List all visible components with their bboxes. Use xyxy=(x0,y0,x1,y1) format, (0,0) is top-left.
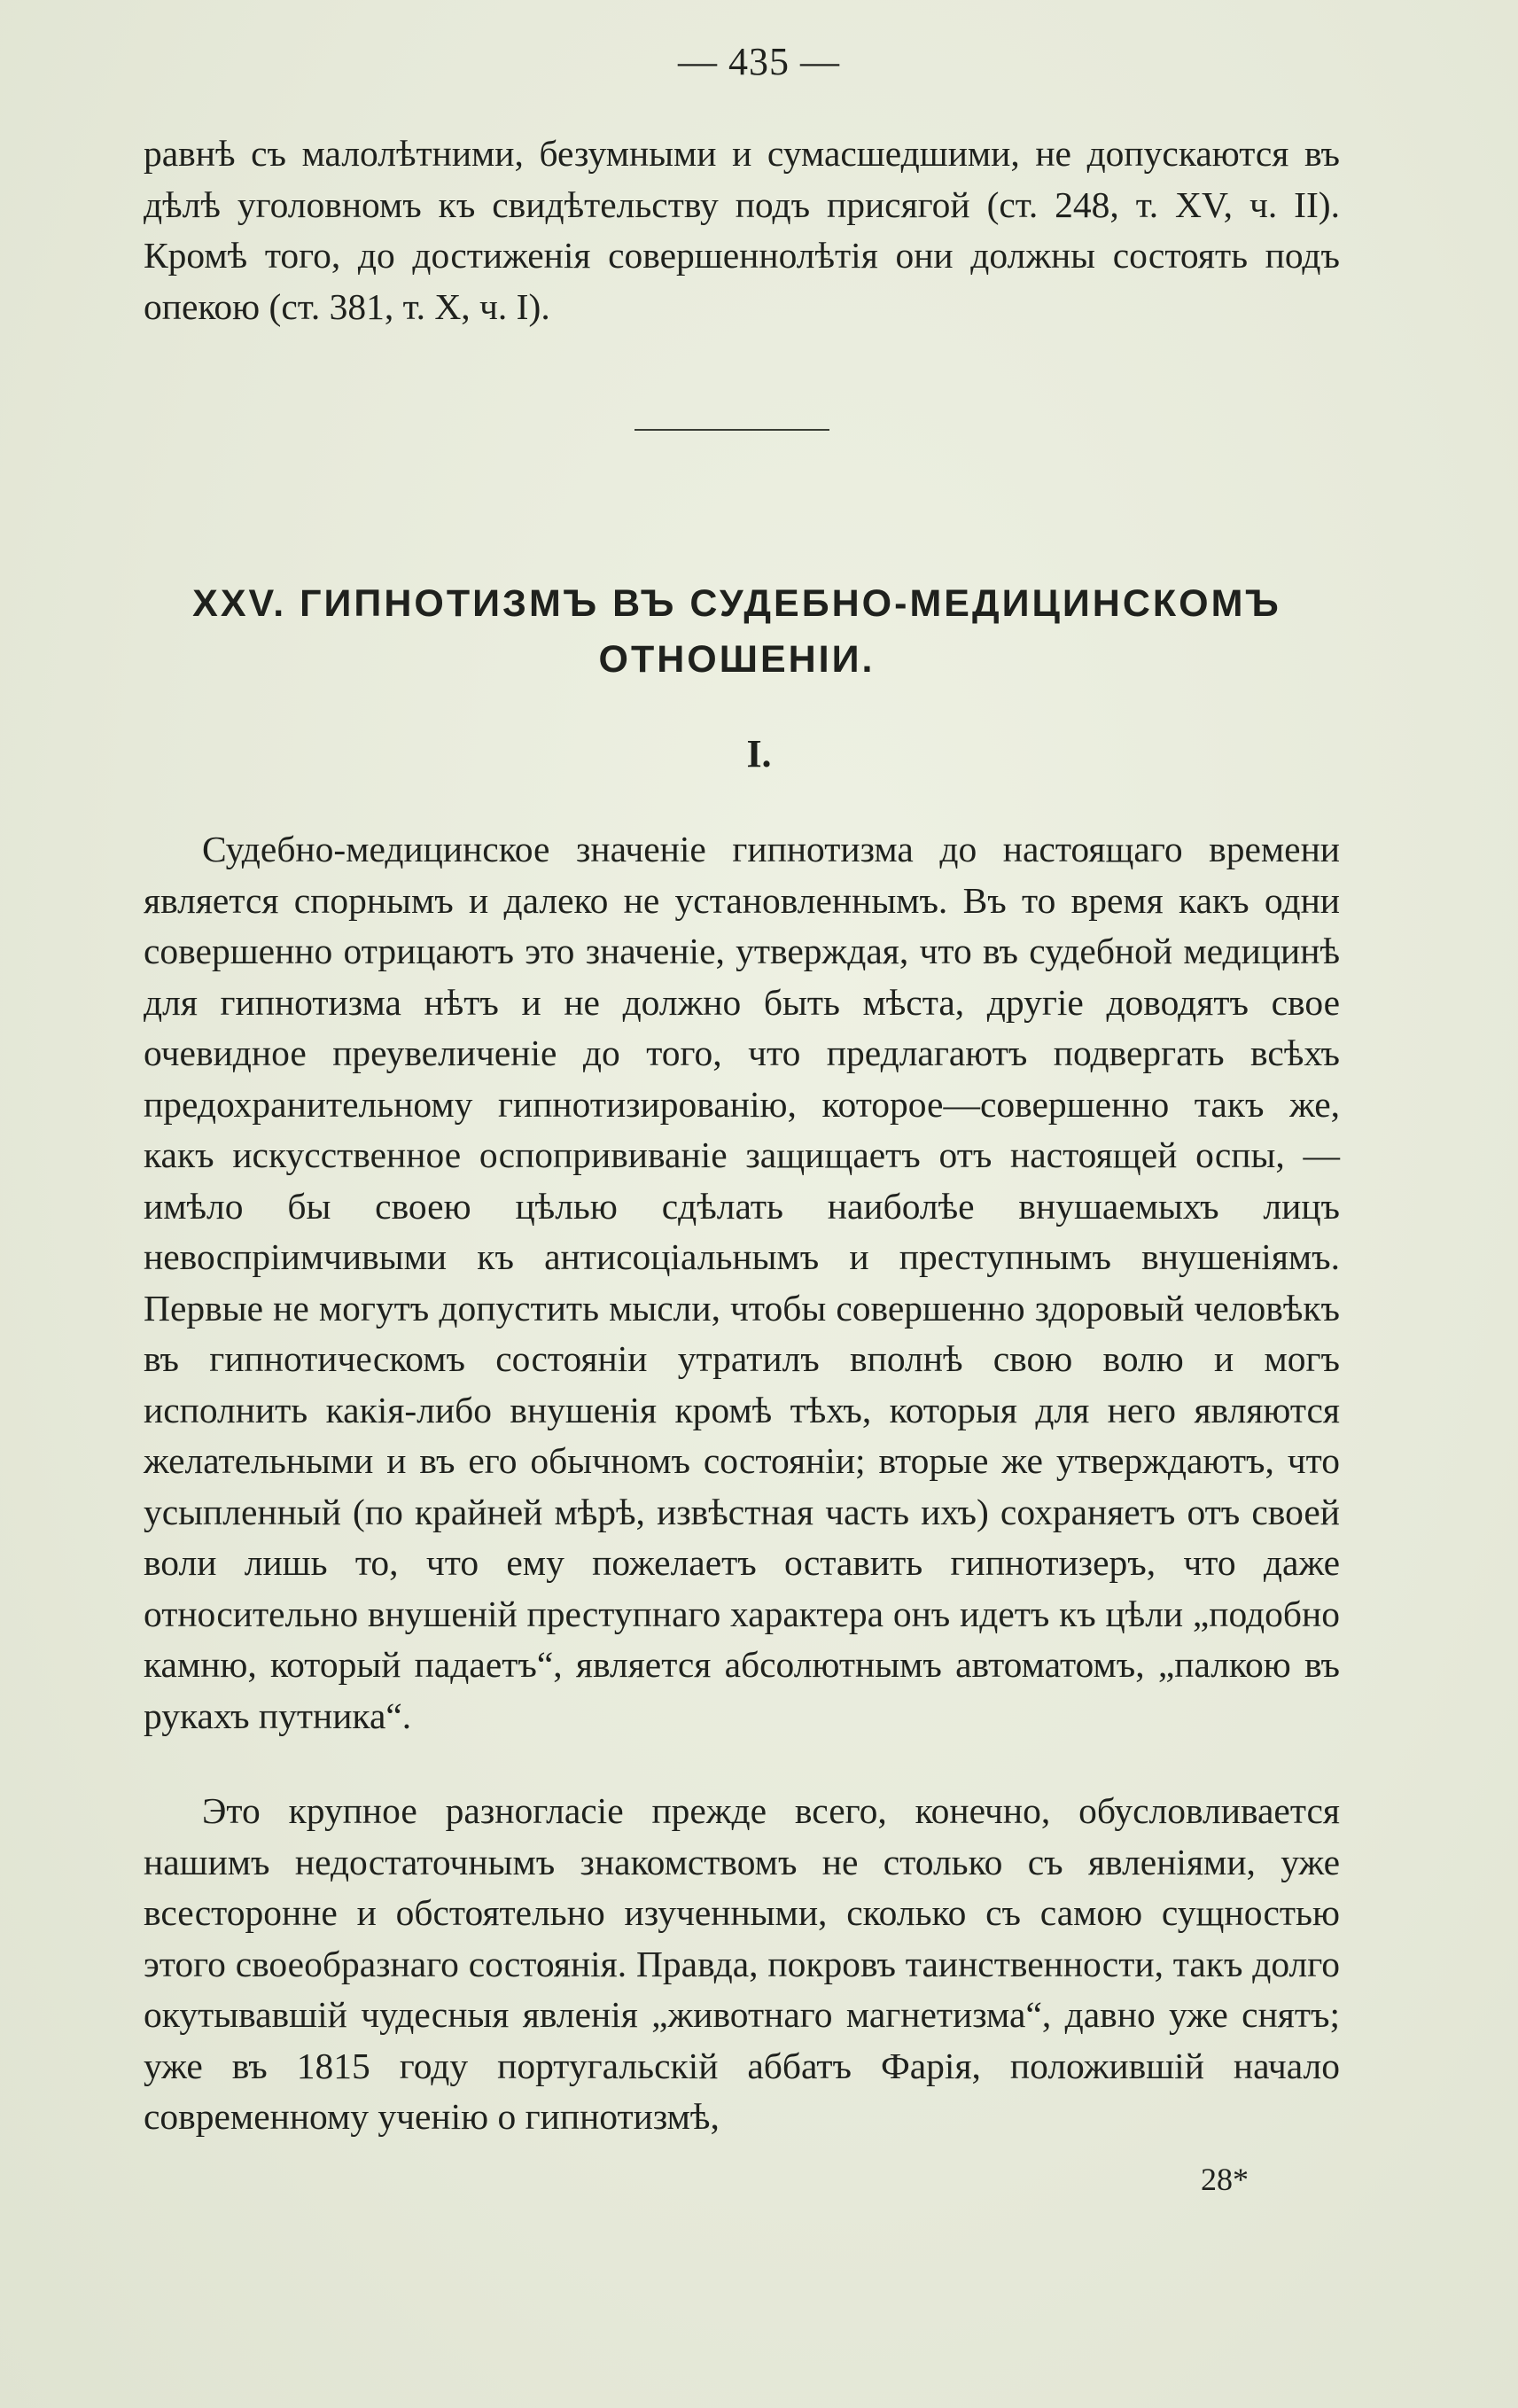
top-paragraph: равнѣ съ малолѣтними, безумными и сумасшедшими, не допускаются въ дѣлѣ уголовномъ къ свидѣтельству подъ присягой (ст. 248, т. XV, ч. II). Кромѣ того, до достиженія совершеннолѣтія они должны состоять подъ опекою (ст. 381, т. X, ч. I). xyxy=(144,133,1340,327)
body-paragraph: Это крупное разногласіе прежде всего, конечно, обусловливается нашимъ недостаточнымъ знакомствомъ не столько съ явленіями, уже всесторонне и обстоятельно изученными, сколько съ самою сущностью этого своеобразнаго состоянія. Правда, покровъ таинственности, такъ долго окутывавшій чудесныя явленія „животнаго магнетизма“, давно уже снятъ; уже въ 1815 году португальскій аббатъ Фарія, положившій начало современному ученію о гипнотизмѣ, xyxy=(144,1790,1340,2137)
section-divider xyxy=(634,429,829,431)
signature-mark: 28* xyxy=(1201,2162,1249,2197)
page-number: — 435 — xyxy=(678,40,840,83)
body-paragraph: Судебно-медицинское значеніе гипнотизма до настоящаго времени является спорнымъ и далеко не установленнымъ. Въ то время какъ одни совершенно отрицаютъ это значеніе, утверждая, что въ судебной медицинѣ для гипнотизма нѣтъ и не должно быть мѣста, другіе доводятъ свое очевидное преувеличеніе до того, что предлагаютъ подвергать всѣхъ предохранительному гипнотизированію, которое—совершенно такъ же, какъ искусственное оспопрививаніе защищаетъ отъ настоящей оспы, —имѣло бы своею цѣлью сдѣлать наиболѣе внушаемыхъ лицъ невоспріимчивыми къ антисоціальнымъ и преступнымъ внушеніямъ. Первые не могутъ допустить мысли, чтобы совершенно здоровый человѣкъ въ гипнотическомъ состояніи утратилъ вполнѣ свою волю и могъ исполнить какія-либо внушенія кромѣ тѣхъ, которыя для него являются желательными и въ его обычномъ состояніи; вторые же утверждаютъ, что усыпленный (по крайней мѣрѣ, извѣстная часть ихъ) сохраняетъ отъ своей воли лишь то, что ему пожелаетъ оставить гипнотизеръ, что даже относительно внушеній преступнаго характера онъ идетъ къ цѣли „подобно камню, который падаетъ“, является абсолютнымъ автоматомъ, „палкою въ рукахъ путника“. xyxy=(144,829,1340,1736)
section-numeral: I. xyxy=(746,732,772,775)
chapter-title: XXV. ГИПНОТИЗМЪ ВЪ СУДЕБНО-МЕДИЦИНСКОМЪ ОТНОШЕНІИ. xyxy=(192,582,1281,681)
